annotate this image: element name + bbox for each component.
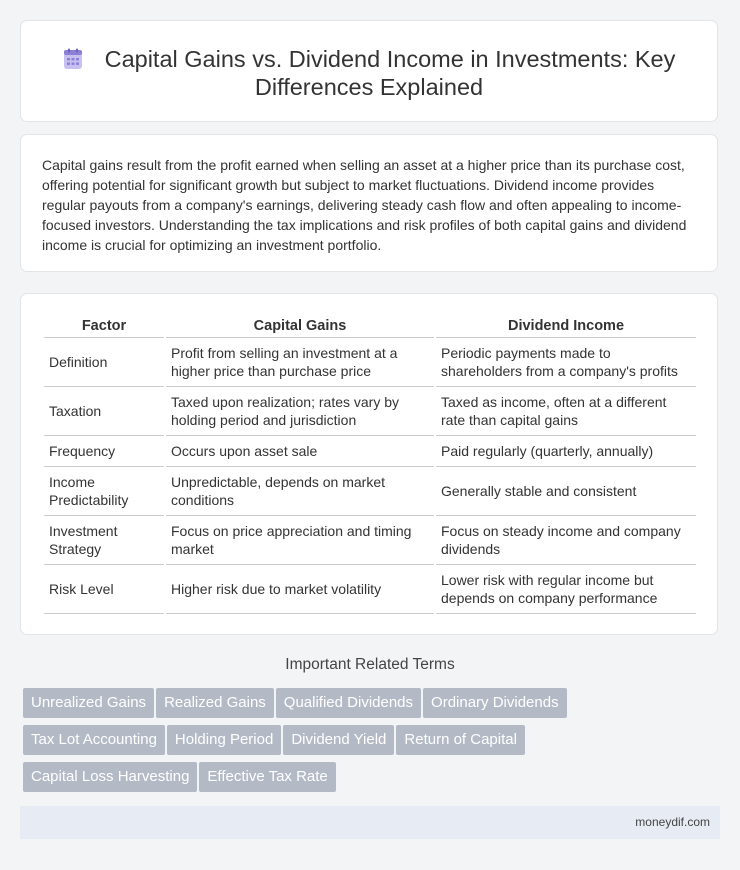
table-row: [44, 387, 696, 436]
table-row: [44, 565, 696, 614]
comparison-table-card: [20, 293, 718, 635]
factor-cell: Risk Level: [44, 565, 164, 614]
table-row: [44, 467, 696, 516]
table-header-row: [44, 316, 696, 338]
term-tag[interactable]: Ordinary Dividends: [423, 688, 567, 718]
related-terms-list: [23, 688, 623, 799]
comparison-table: [42, 316, 698, 614]
page-title: Capital Gains vs. Dividend Income in Investments: Key Differences Explained: [104, 46, 676, 100]
term-tag[interactable]: Realized Gains: [156, 688, 274, 718]
capital-gains-cell: Higher risk due to market volatility: [166, 565, 434, 614]
page-title-wrap: [21, 45, 717, 101]
column-header-dividend-income: Dividend Income: [436, 316, 696, 338]
term-tag[interactable]: Tax Lot Accounting: [23, 725, 165, 755]
capital-gains-cell: Taxed upon realization; rates vary by holding period and jurisdiction: [166, 387, 434, 436]
dividend-income-cell: Focus on steady income and company dividends: [436, 516, 696, 565]
column-header-factor: Factor: [44, 316, 164, 338]
dividend-income-cell: Paid regularly (quarterly, annually): [436, 436, 696, 467]
factor-cell: Definition: [44, 338, 164, 387]
term-tag[interactable]: Qualified Dividends: [276, 688, 421, 718]
term-tag[interactable]: Dividend Yield: [283, 725, 394, 755]
column-header-capital-gains: Capital Gains: [166, 316, 434, 338]
table-row: [44, 516, 696, 565]
term-tag[interactable]: Unrealized Gains: [23, 688, 154, 718]
factor-cell: Taxation: [44, 387, 164, 436]
dividend-income-cell: Periodic payments made to shareholders from a company's profits: [436, 338, 696, 387]
capital-gains-cell: Occurs upon asset sale: [166, 436, 434, 467]
table-row: [44, 436, 696, 467]
footer-site-name[interactable]: moneydif.com: [635, 815, 710, 829]
document-list-icon: [63, 48, 83, 70]
factor-cell: Frequency: [44, 436, 164, 467]
title-card: [20, 20, 718, 122]
term-tag[interactable]: Return of Capital: [396, 725, 525, 755]
factor-cell: Investment Strategy: [44, 516, 164, 565]
dividend-income-cell: Taxed as income, often at a different rate than capital gains: [436, 387, 696, 436]
related-terms-heading: Important Related Terms: [285, 656, 455, 673]
factor-cell: Income Predictability: [44, 467, 164, 516]
dividend-income-cell: Generally stable and consistent: [436, 467, 696, 516]
term-tag[interactable]: Holding Period: [167, 725, 281, 755]
term-tag[interactable]: Effective Tax Rate: [199, 762, 335, 792]
footer: [20, 806, 720, 839]
dividend-income-cell: Lower risk with regular income but depends on company performance: [436, 565, 696, 614]
intro-card: [20, 134, 718, 272]
table-row: [44, 338, 696, 387]
term-tag[interactable]: Capital Loss Harvesting: [23, 762, 197, 792]
capital-gains-cell: Profit from selling an investment at a higher price than purchase price: [166, 338, 434, 387]
capital-gains-cell: Unpredictable, depends on market conditions: [166, 467, 434, 516]
intro-paragraph: Capital gains result from the profit earned when selling an asset at a higher price than its purchase cost, offering potential for significant growth but subject to market fluctuations. Dividend income provides regular payouts from a company's earnings, delivering steady cash flow and often appealing to income-focused investors. Understanding the tax implications and risk profiles of both capital gains and dividend income is crucial for optimizing an investment portfolio.: [42, 157, 687, 253]
capital-gains-cell: Focus on price appreciation and timing market: [166, 516, 434, 565]
